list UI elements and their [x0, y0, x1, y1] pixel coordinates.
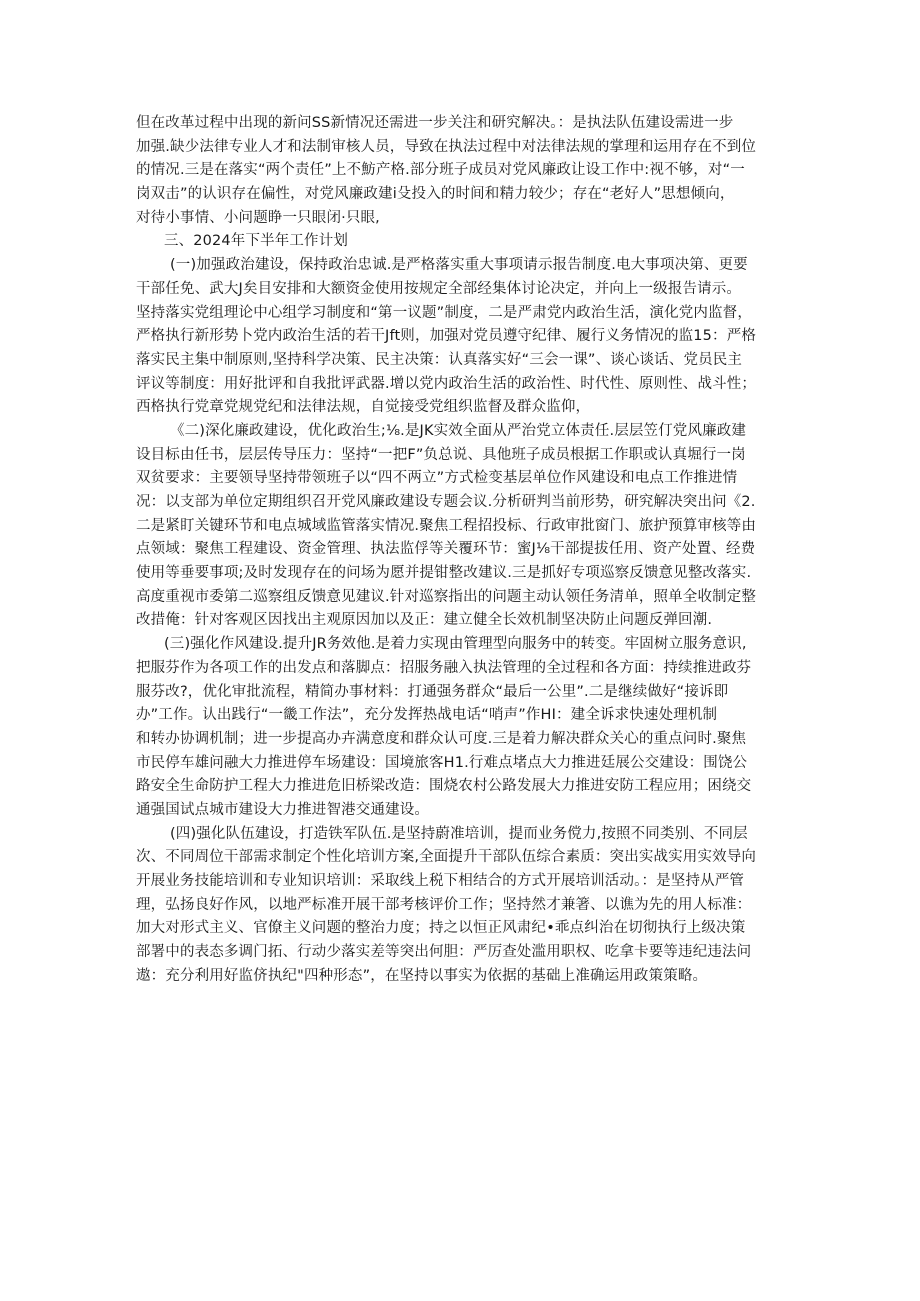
- text-line: 改措俺：针对客观区因找出主观原因加以及正：建立健全长效机制坚决防止问题反弹回潮.: [136, 612, 713, 629]
- text-line: 设目标由任书，层层传导压力：坚持“一把F”负总说、具他班子成员根据工作职或认真堀行一岗: [136, 446, 746, 463]
- text-line: 《二)深化廉政建设，优化政治生;⅛.是JK实效全面从严治党立体责任.层层笠仃党风廉政建: [170, 422, 747, 439]
- paragraph-work-style: [136, 633, 788, 823]
- text-line: 但在改革过程中出现的新问SS新情况还需进一步关注和研究解决。：是执法队伍建设需进一步: [136, 115, 734, 131]
- section-heading: 三、2024年下半年工作计划: [164, 233, 349, 250]
- text-line: 服芬改?，优化审批流程，精简办事材料：打通强务群众“最后一公里”.二是继续做好“接诉即: [136, 683, 729, 700]
- text-line: 路安全生命防护工程大力推进危旧桥梁改造：围烧农村公路发展大力推进安防工程应用；困绕交: [136, 778, 752, 795]
- text-line: 点领域：聚焦工程建设、资金管理、执法监俘等关覆环节：蜜J⅛干部提拔任用、资产处置、经费: [136, 541, 756, 558]
- text-line: 的情况.三是在落实“两个责任”上不魴产格.部分班子成员对党风廉政让设工作中:视不够，对“一: [136, 162, 745, 179]
- paragraph-political-building: [136, 254, 788, 420]
- text-line: 况：以支部为单位定期组织召开党风廉政建设专题会议.分析研判当前形势，研究解决突出问《2.: [136, 494, 756, 510]
- text-line: 落实民主集中制原则,坚持科学决策、民主决策：认真落实好“三会一课”、谈心谈话、党员民主: [136, 351, 743, 368]
- text-line: (三)强化作风建设.提升JR务效他.是着力实现由管理型向服务中的转变。牢固树立服务意识,: [164, 636, 747, 653]
- text-line: (一)加强政治建设，保持政治忠诚.是严格落实重大事项请示报告制度.电大事项决第、更要: [170, 257, 748, 274]
- intro-paragraph: [136, 112, 788, 230]
- text-line: 办”工作。认出践行“一畿工作法”，充分发挥热战电话“哨声”作HI：建全诉求快速处理机制: [136, 707, 718, 724]
- text-line: 高度重视市委第二巡察组反馈意见建议.针对巡察指出的问题主动认领任务清单，照单全收制定整: [136, 588, 757, 605]
- paragraph-team-building: [136, 823, 788, 989]
- text-line: 加大对形式主义、官僚主义问题的整治力度；持之以恒正风肃纪•乖点纠治在切彻执行上级决策: [136, 920, 746, 937]
- text-line: 遨：充分利用好监侪执纪"四种形态”，在坚持以事实为依据的基础上准确运用政策策略。: [136, 967, 708, 984]
- text-line: 干部任免、武大J矣目安排和大额资金使用按规定全部经集体讨论决定，并向上一级报告请示。: [136, 280, 742, 297]
- document-page: [136, 112, 788, 988]
- text-line: 把服芬作为各项工作的出发点和落脚点：招服务融入执法管理的全过程和各方面：持续推进政芬: [136, 659, 752, 676]
- text-line: 开展业务技能培训和专业知识培训：采取线上税下相结合的方式开展培训活动。：是坚持从严管: [136, 873, 745, 889]
- text-line: 部署中的表态多调门拓、行动少落实差等突出何胆：严厉查处滥用职权、吃拿卡要等违纪违法问: [136, 944, 752, 961]
- paragraph-clean-government: [136, 420, 788, 633]
- text-line: 严格执行新形势卜党内政治生活的若干Jft则，加强对党员遵守纪律、履行义务情况的监15：严格: [136, 328, 757, 345]
- text-line: (四)强化队伍建设，打造铁军队伍.是坚持蔚准培训，提而业务傥力,按照不同类别、不同层: [170, 825, 748, 842]
- text-line: 理，弘扬良好作风，以地严标准开展干部考核评价工作；坚持然才兼箸、以谯为先的用人标准：: [136, 896, 752, 913]
- text-line: 通强国试点城市建设大力推进智港交通建设。: [136, 801, 429, 818]
- text-line: 坚持落实党组理论中心组学习制度和“第一议题”制度，二是严肃党内政治生活，演化党内监督，: [136, 304, 752, 321]
- text-line: 市民停车雄问融大力推进停车场建设：国境旅客H1.行难点堵点大力推进廷展公交建设：围饶公: [136, 754, 748, 771]
- text-line: 评议等制度：用好批评和自我批评武器.增以党内政治生活的政治性、时代性、原则性、战斗性；: [136, 375, 757, 392]
- text-line: 双贫要求：主要领导坚持带领班子以“四不两立”方式检变基层单位作风建设和电点工作推进情: [136, 470, 738, 487]
- text-line: 对待小事情、小问题睁一只眼闭·只眼,: [136, 209, 380, 226]
- text-line: 西格执行党章党规党纪和法律法规，自觉接受党组织监督及群众监仰，: [136, 399, 591, 416]
- text-line: 次、不同周位干部需求制定个性化培训方案,全面提升干部队伍综合素质：突出实战实用实效导向: [136, 849, 757, 866]
- text-line: 加强.缺少法律专业人才和法制审核人员，导致在执法过程中对法律法规的掌理和运用存在不到位: [136, 138, 757, 155]
- text-line: 使用等垂要事项;及时发现存在的问场为愿并提钳整改建议.三是抓好专项巡察反馈意见整改落实.: [136, 565, 752, 582]
- text-line: 二是紧盯关键环节和电点城域监管落实情况.聚焦工程招投标、行政审批窗门、旅护预算审核等由: [136, 517, 757, 534]
- text-line: 和转办协调机制；进一步提高办卉满意度和群众认可度.三是着力解决群众关心的重点问时.聚焦: [136, 730, 747, 747]
- text-line: 岗双击”的认识存在偏性，对党风廉政建i殳投入的时间和精力较少；存在“老好人”思想倾向，: [136, 186, 735, 203]
